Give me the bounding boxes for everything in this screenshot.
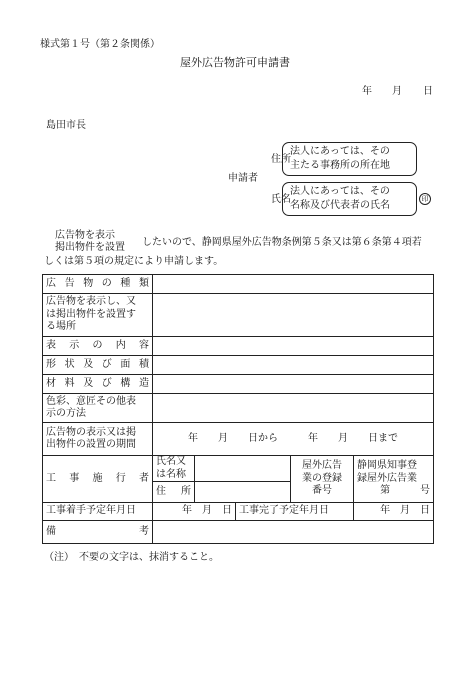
footnote: （注） 不要の文字は、抹消すること。 [44,552,219,563]
label-start-date: 工事着手予定年月日 [43,503,153,521]
body-text-line-2: しくは第５項の規定により申請します。 [44,256,224,267]
value-shape[interactable] [153,356,434,375]
name-note-line-2: 名称及び代表者の氏名 [290,200,390,211]
value-contractor-address[interactable] [195,482,291,503]
value-start-date[interactable]: 年 月 日 [153,503,236,521]
label-material: 材料及び構造 [43,375,153,394]
name-label: 氏名 [271,194,291,205]
label-finish-date: 工事完了予定年月日 [236,503,354,521]
label-color: 色彩、意匠その他表 示の方法 [43,394,153,423]
value-ad-type[interactable] [153,275,434,294]
label-place: 広告物を表示し、又 は掲出物件を設置す る場所 [43,294,153,337]
label-content: 表示の内容 [43,337,153,356]
label-shape: 形状及び面積 [43,356,153,375]
value-remarks[interactable] [153,521,434,544]
label-remarks: 備考 [43,521,153,544]
label-period: 広告物の表示又は掲 出物件の設置の期間 [43,423,153,456]
label-ad-type: 広告物の種類 [43,275,153,294]
label-contractor-address: 住所 [153,482,195,503]
seal-mark: 印 [419,193,431,205]
label-contractor-name: 氏名又 は名称 [153,456,195,482]
value-color[interactable] [153,394,434,423]
value-period[interactable]: 年 月 日から 年 月 日まで [153,423,434,456]
body-stacked-line-1: 広告物を表示 [55,230,115,241]
form-number: 様式第１号（第２条関係） [40,39,160,50]
date-year: 年 [362,86,372,97]
name-note-line-1: 法人にあっては、その [290,186,390,197]
value-registration-number[interactable]: 静岡県知事登 録屋外広告業 第 号 [354,456,434,503]
value-material[interactable] [153,375,434,394]
addressee: 島田市長 [46,120,86,131]
label-registration-number: 屋外広告 業の登録 番号 [291,456,354,503]
address-note-line-2: 主たる事務所の所在地 [290,160,390,171]
applicant-label: 申請者 [228,173,258,184]
value-place[interactable] [153,294,434,337]
date-day: 日 [423,86,433,97]
application-table [42,274,434,544]
value-finish-date[interactable]: 年 月 日 [354,503,434,521]
label-contractor: 工事施行者 [43,456,153,503]
value-content[interactable] [153,337,434,356]
body-stacked-line-2: 掲出物件を設置 [55,242,125,253]
body-text-line-1: したいので、静岡県屋外広告物条例第５条又は第６条第４項若 [142,237,422,248]
document-title: 屋外広告物許可申請書 [180,56,290,69]
date-month: 月 [392,86,402,97]
address-note-line-1: 法人にあっては、その [290,146,390,157]
address-label: 住所 [271,154,291,165]
value-contractor-name[interactable] [195,456,291,482]
